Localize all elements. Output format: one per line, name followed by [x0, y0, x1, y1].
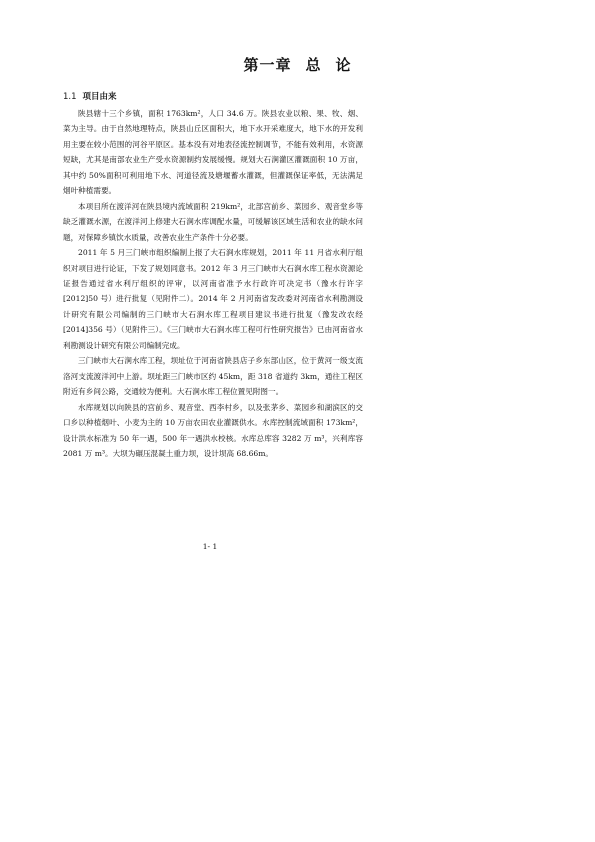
section-number: 1.1 — [63, 92, 77, 102]
chapter-title — [0, 54, 595, 75]
body-text — [63, 106, 363, 461]
paragraph-2: 本项目所在渡洋河在陕县境内流域面积 219km²，北部宫前乡、菜园乡、观音堂乡等缺乏灌溉水源，在渡洋河上修建大石涧水库调配水量，可缓解该区域生活和农业的缺水问题，对保障乡镇饮水质量，改善农业生产条件十分必要。 — [63, 201, 363, 242]
page-number: 1- 1 — [202, 542, 218, 551]
chapter-title-part3: 论 — [335, 56, 352, 74]
paragraph-5: 水库规划以向陕县的宫前乡、观音堂、西李村乡，以及张茅乡、菜园乡和湖滨区的交口乡以种植烟叶、小麦为主的 10 万亩农田农业灌溉供水。水库控制流域面积 173km²，设计洪水标准为 50 年一遇，500 年一遇洪水校核。水库总库容 3282 万 m³，兴利库容 2081 万 m³。大坝为碾压混凝土重力坝，设计坝高 68.66m。 — [63, 402, 363, 458]
section-title: 项目由来 — [82, 92, 117, 102]
section-heading — [63, 90, 117, 102]
paragraph-3: 2011 年 5 月三门峡市组织编制上报了大石涧水库规划，2011 年 11 月省水利厅组织对项目进行论证，下发了规划同意书。2012 年 3 月三门峡市大石涧水库工程水资源论证报告通过省水利厅组织的评审，以河南省准予水行政许可决定书（豫水行许字[2012]50 号）进行批复（见附件二）。2014 年 2 月河南省发改委对河南省水利勘测设计研究有限公司编制的三门峡市大石涧水库工程项目建议书进行批复（豫发改农经[2014]356 号）（见附件三）。《三门峡市大石涧水库工程可行性研究报告》已由河南省水利勘测设计研究有限公司编制完成。 — [63, 248, 363, 350]
paragraph-1: 陕县辖十三个乡镇，面积 1763km²，人口 34.6 万。陕县农业以粮、果、牧、烟、菜为主导。由于自然地理特点，陕县山丘区面积大，地下水开采难度大，地下水的开发利用主要在较小范围的河谷平原区。基本没有对地表径流控制调节，不能有效利用，水资源短缺，尤其是南部农业生产受水资源制约发展缓慢。规划大石涧灌区灌溉面积 10 万亩，其中约 50%面积可利用地下水、河道径流及塘堰蓄水灌溉，但灌溉保证率低，无法满足烟叶种植需要。 — [63, 109, 363, 196]
chapter-title-part1: 第一章 — [243, 56, 292, 74]
chapter-title-part2: 总 — [305, 56, 322, 74]
paragraph-4: 三门峡市大石涧水库工程，坝址位于河南省陕县店子乡东部山区，位于黄河一级支流洛河支流渡洋河中上游。坝址距三门峡市区约 45km，距 318 省道约 3km，通往工程区附近有乡间公路，交通较为便利。大石涧水库工程位置见附图一。 — [63, 356, 363, 397]
